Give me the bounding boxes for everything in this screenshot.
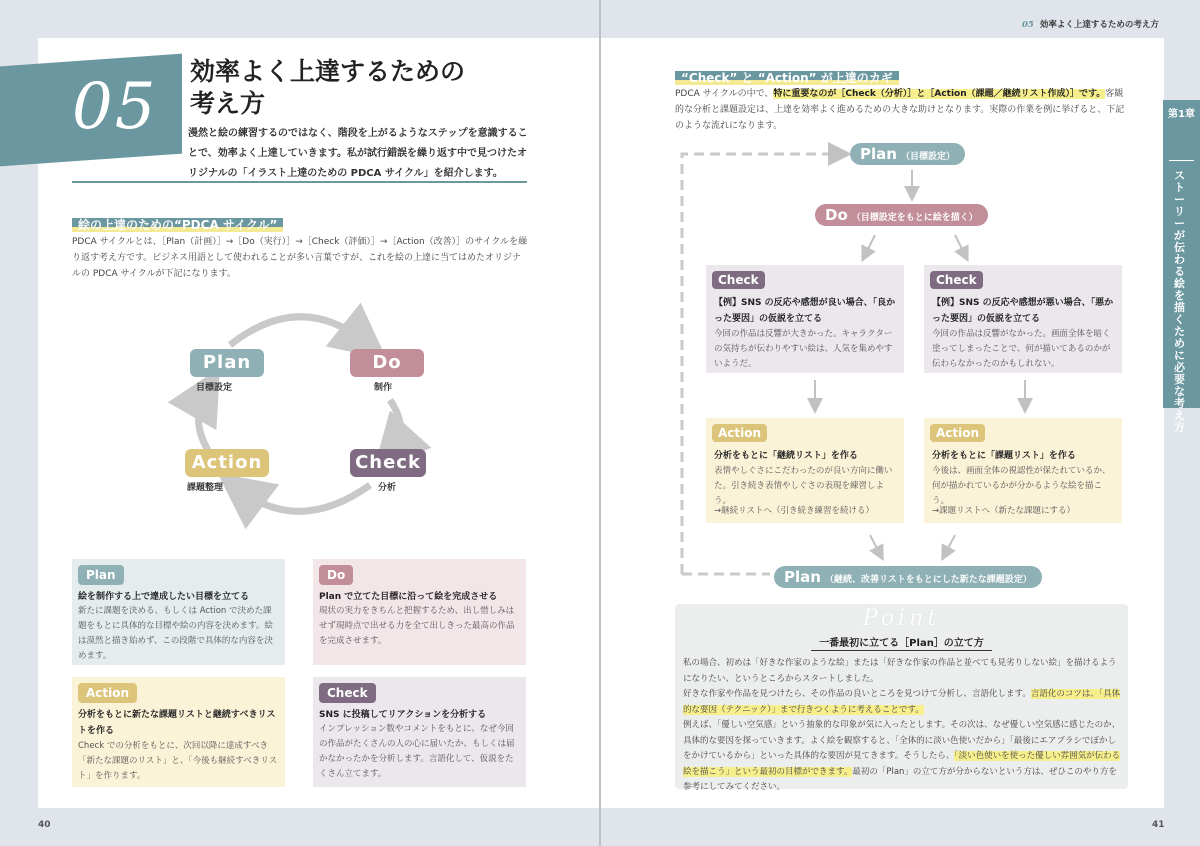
chapter-tab [1163, 100, 1200, 434]
card-do-heading: Plan で立てた目標に沿って絵を完成させる [319, 592, 498, 602]
flow-action-task-tag: Action [930, 424, 985, 442]
point-body [683, 656, 1123, 796]
lead-text: 漫然と絵の練習するのではなく、階段を上がるようなステップを意識することで、効率よく上達していきます。私が試行錯誤を繰り返す中で見つけたオリジナルの「イラスト上達のための PDCA サイクル」を紹介します。 [188, 128, 528, 179]
pdca-cycle-arrows [160, 300, 450, 530]
arrow-action-plan-left [870, 535, 880, 554]
card-do [313, 559, 526, 665]
section-heading-pdca: 絵の上達のための“PDCA サイクル” [72, 218, 283, 232]
arrow-do-check-bad [955, 235, 965, 255]
cycle-check-sub: 分析 [378, 483, 397, 493]
card-action [72, 677, 285, 787]
cycle-do: Do [350, 349, 424, 377]
flow-check-bad [924, 265, 1122, 373]
cycle-check: Check [350, 449, 426, 477]
card-do-body: 現状の実力をきちんと把握するため、出し惜しみはせず現時点で出せる力を全て出しきった最高の作品を完成させます。 [319, 606, 515, 646]
card-check [313, 677, 526, 787]
card-plan [72, 559, 285, 665]
card-action-tag: Action [78, 683, 137, 703]
point-box [675, 604, 1128, 792]
flow-action-continue-body: 表情やしぐさにこだわったのが良い方向に働いた。引き続き表情やしぐさの表現を練習しよう。 [714, 466, 893, 506]
card-check-heading: SNS に投稿してリアクションを分析する [319, 710, 487, 720]
flow-check-good-tag: Check [712, 271, 765, 289]
running-head-title: 効率よく上達するための考え方 [1039, 20, 1159, 30]
cycle-do-sub: 制作 [374, 383, 393, 393]
arrow-do-check-good [865, 235, 875, 255]
flow-check-good-body: 今回の作品は反響が大きかった。キャラクターの気持ちが伝わりやすい絵は、人気を集めやすいようだ。 [714, 329, 893, 369]
flow-action-continue-tag: Action [712, 424, 767, 442]
flow-plan: Plan （目標設定） [850, 143, 965, 165]
lead-divider [72, 181, 527, 183]
arrow-check-to-action [240, 485, 370, 511]
page-number-left: 40 [38, 820, 51, 830]
cycle-plan: Plan [190, 349, 264, 377]
section-heading-check-action: “Check” と “Action” が上達のカギ [675, 71, 899, 85]
flow-check-bad-heading: 【例】SNS の反応や感想が悪い場合、「悪かった要因」の仮説を立てる [932, 298, 1114, 324]
page-title-line2: 考え方 [190, 89, 266, 118]
flow-action-continue [706, 418, 904, 523]
card-check-tag: Check [319, 683, 376, 703]
page-number-right: 41 [1152, 820, 1165, 830]
card-check-body: インプレッション数やコメントをもとに、なぜ今回の作品がたくさんの人の心に届いたか、もしくは届かなかったかを分析します。言語化して、仮説をたくさん立てます。 [319, 724, 515, 779]
point-heading: 一番最初に立てる［Plan］の立て方 [675, 634, 1128, 649]
flow-action-task [924, 418, 1122, 523]
flow-action-continue-note: →継続リストへ（引き続き練習を続ける） [714, 506, 874, 516]
chapter-tab-title: ストーリーが伝わる絵を描くために必要な考え方 [1174, 169, 1185, 434]
arrow-do-to-check [390, 400, 401, 450]
running-head-number: 05 [1022, 20, 1034, 30]
flow-check-bad-body: 今回の作品は反響がなかった。画面全体を暗く塗ってしまったことで、何が描いてあるのかが伝わらなかったのかもしれない。 [932, 329, 1111, 369]
arrow-plan-to-do [230, 317, 365, 345]
chapter-tab-number: 第1章 [1168, 109, 1195, 120]
page-title-line1: 効率よく上達するための [190, 57, 466, 86]
card-action-body: Check での分析をもとに、次回以降に達成すべき「新たな課題のリスト」と、「今後も継続すべきリスト」を作ります。 [78, 741, 278, 781]
cycle-action: Action [185, 449, 269, 477]
section-body-check-action: PDCA サイクルの中で、特に重要なのが［Check（分析）］と［Action（課題／継続リスト作成）］です。客観的な分析と課題設定は、上達を効率よく進めるための大きな助けとなります。実際の作業を例に挙げると、下記のような流れになります。 [675, 89, 1125, 131]
point-paragraph-3: 例えば、「優しい空気感」という抽象的な印象が気に入ったとします。その次は、なぜ優しい空気感に感じたのか、具体的な要因を探っていきます。よく絵を観察すると、「全体的に淡い色使いだから」「最後にエアブラシでぼかしをかけているから」といった具体的な要因が見てきます。そうしたら、「淡い色使いを使った優しい雰囲気が伝わる絵を描こう」という最初の目標ができます。最初の「Plan」の立て方が分からないという方は、ぜひこのやり方を参考にしてみてください。 [683, 720, 1121, 792]
section-body-pdca: PDCA サイクルとは、［Plan（計画）］→［Do（実行）］→［Check（評価）］→［Action（改善）］のサイクルを繰り返す考え方です。ビジネス用語として使われることが多い言葉ですが、これを絵の上達に当てはめたオリジナルの PDCA サイクルが下記になります。 [72, 237, 528, 279]
card-plan-tag: Plan [78, 565, 124, 585]
point-paragraph-1: 私の場合、初めは「好きな作家のような絵」または「好きな作家の作品と並べても見劣りしない絵」を描けるようになりたい、というところからスタートしました。 [683, 658, 1117, 684]
flow-action-task-body: 今後は、画面全体の視認性が保たれているか、何が描かれているかが分かるような絵を描こう。 [932, 466, 1111, 506]
chapter-number: 05 [72, 70, 158, 144]
flow-action-task-heading: 分析をもとに「課題リスト」を作る [932, 451, 1076, 461]
flow-check-good-heading: 【例】SNS の反応や感想が良い場合、「良かった要因」の仮説を立てる [714, 298, 896, 324]
flow-action-task-note: →課題リストへ（新たな課題にする） [932, 506, 1075, 516]
arrow-action-to-plan [198, 392, 208, 450]
flow-check-good [706, 265, 904, 373]
page-title [190, 56, 530, 120]
cycle-plan-sub: 目標設定 [196, 383, 233, 393]
flow-plan-new: Plan （継続、改善リストをもとにした新たな課題設定） [774, 566, 1042, 588]
arrow-action-plan-right [945, 535, 955, 554]
card-action-heading: 分析をもとに新たな課題リストと継続すべきリストを作る [78, 710, 276, 736]
card-plan-body: 新たに課題を決める、もしくは Action で決めた課題をもとに具体的な目標や絵の内容を決めます。絵は漠然と描き始めず、この段階で具体的な内容を決めます。 [78, 606, 273, 661]
flow-action-continue-heading: 分析をもとに「継続リスト」を作る [714, 451, 858, 461]
point-script-title: Point [862, 606, 941, 631]
flow-do: Do （目標設定をもとに絵を描く） [815, 204, 988, 226]
point-paragraph-2: 好きな作家や作品を見つけたら、その作品の良いところを見つけて分析し、言語化します。言語化のコツは、「具体的な要因（テクニック）」まで行きつくように考えることです。 [683, 689, 1121, 715]
flow-check-bad-tag: Check [930, 271, 983, 289]
card-plan-heading: 絵を制作する上で達成したい目標を立てる [78, 592, 250, 602]
running-head [1022, 18, 1159, 32]
cycle-action-sub: 課題整理 [187, 483, 224, 493]
card-do-tag: Do [319, 565, 353, 585]
chapter-tab-rule [1169, 160, 1194, 161]
